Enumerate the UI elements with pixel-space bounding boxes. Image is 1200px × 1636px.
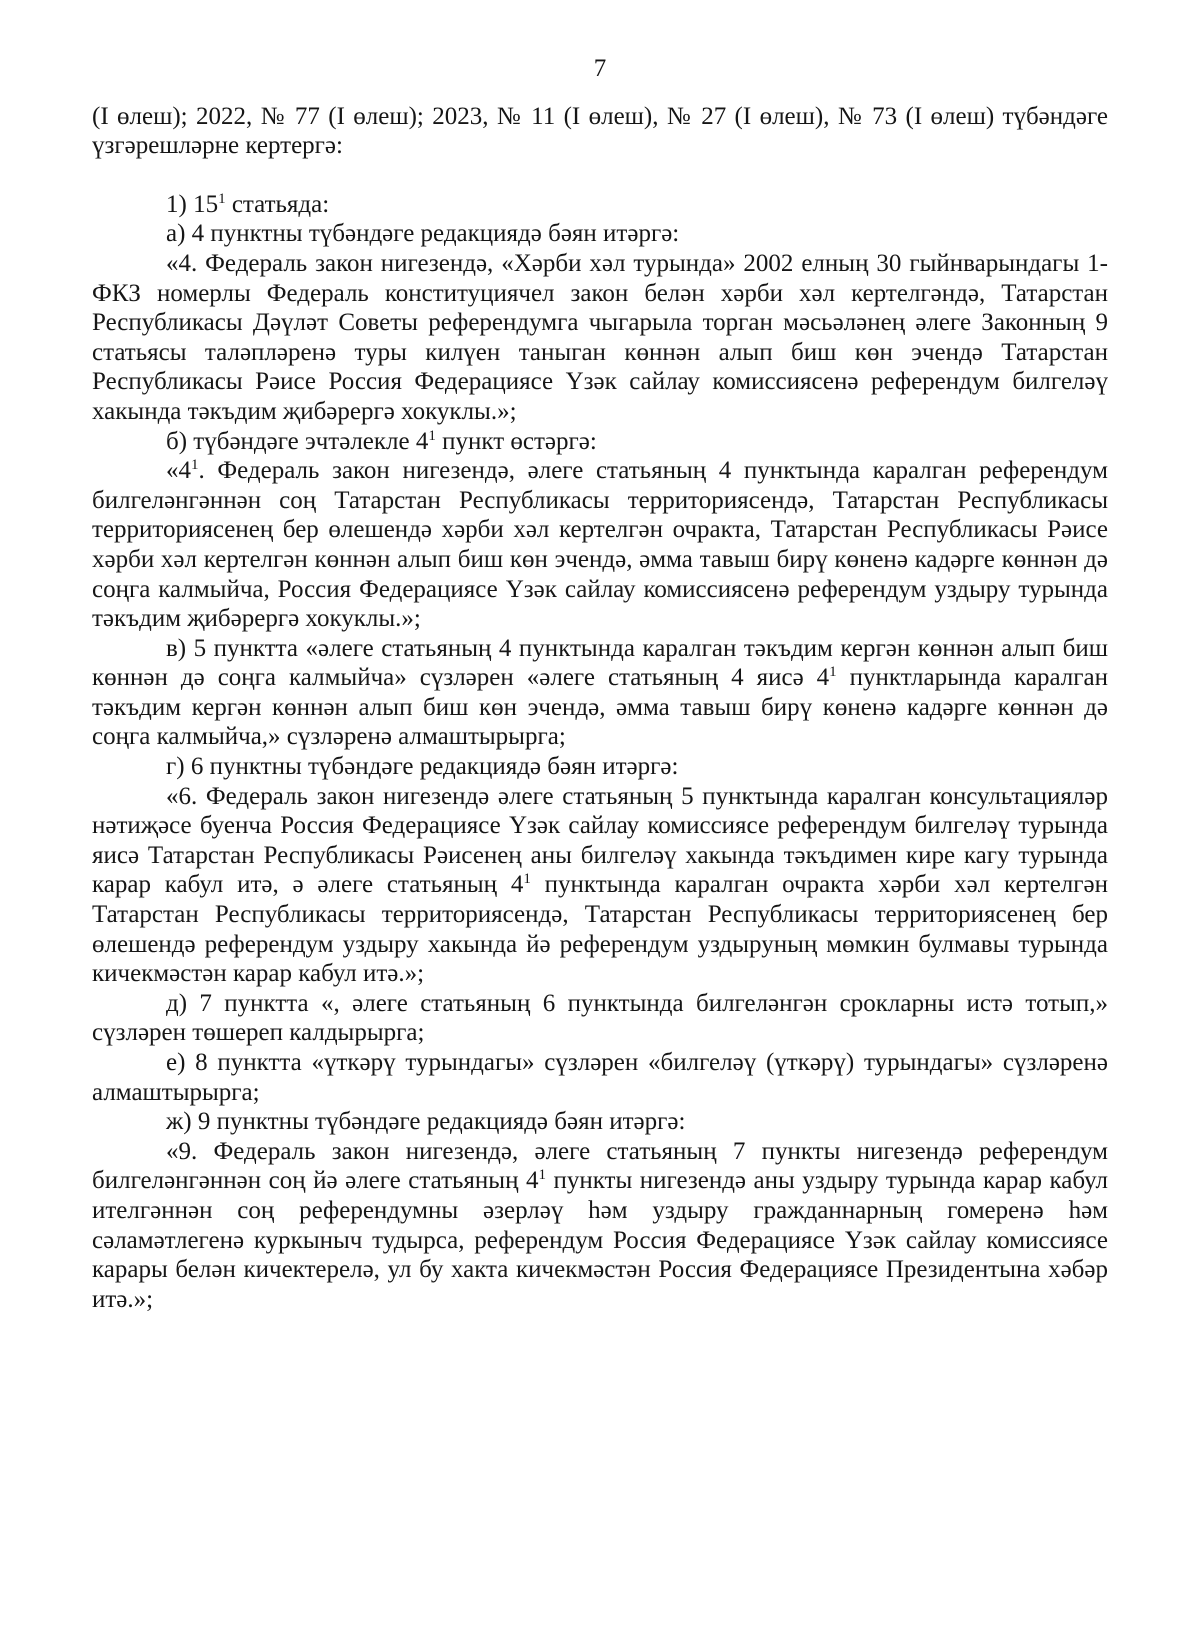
subitem-v-text: в) 5 пунктта «әлеге статьяның 4 пунктында каралган тәкъдим кергән көннән алып биш көннән дә соңга калмыйча» сүзләрен «әлеге статьяның 4 яисә 4 (92, 634, 1108, 692)
subitem-g-quote-superscript: 1 (523, 871, 531, 888)
subitem-zh-quote-text: «9. Федераль закон нигезендә, әлеге статьяның 7 пункты нигезендә референдум билгеләнгәннән соң йә әлеге статьяның 4 (92, 1137, 1108, 1195)
subitem-zh-quote-superscript: 1 (538, 1167, 546, 1184)
subitem-g-quote (92, 782, 1108, 989)
subitem-zh: ж) 9 пунктны түбәндәге редакциядә бәян итәргә: (166, 1108, 686, 1136)
intro-paragraph: (I өлеш); 2022, № 77 (I өлеш); 2023, № 11 (I өлеш), № 27 (I өлеш), № 73 (I өлеш) түбәндәге үзгәрешләрне кертергә: (92, 102, 1108, 160)
subitem-v-text-tail: пунктларында каралган тәкъдим кергән көннән алып биш көн эчендә, әмма тавыш бирү көненә кадәрге көннән дә соңга калмыйча,» сүзләренә алмаштырырга; (92, 664, 1108, 751)
subitem-g-quote-text-tail: пунктында каралган очракта хәрби хәл кертелгән Татарстан Республикасы территориясендә, Татарстан Республикасы территориясенең бер өлешендә референдум уздыру хакында йә референдум уздыруның мөмкин булмавы турында кичекмәстән карар кабул итә.»; (92, 871, 1109, 988)
item-1-paragraph (92, 190, 1108, 220)
subitem-a-quote: «4. Федераль закон нигезендә, «Хәрби хәл турында» 2002 елның 30 гыйнварындагы 1-ФКЗ номерлы Федераль конституциячел закон белән хәрби хәл кертелгәндә, Татарстан Республикасы Дәүләт Советы референдумга чыгарыла торган мәсьәләнең әлеге Законның 9 статьясы таләпләренә туры килүен таныган көннән алып биш көн эчендә Татарстан Республикасы Рәисе Россия Федерациясе Үзәк сайлау комиссиясенә референдум билгеләү хакында тәкъдим җибәрергә хокуклы.»; (92, 249, 1108, 425)
item-1-text: 1) 15 (166, 190, 219, 218)
subitem-g-quote-text: «6. Федераль закон нигезендә әлеге статьяның 5 пунктында каралган консультацияләр нәтиҗәсе буенча Россия Федерациясе Үзәк сайлау комиссиясе референдум билгеләү турында яисә Татарстан Республикасы Рәисенең аны билгеләү хакында тәкъдимен кире кагу турында карар кабул итә, ә әлеге статьяның 4 (92, 782, 1108, 899)
subitem-b-text-tail: пункт өстәргә: (435, 427, 597, 455)
subitem-b (92, 427, 1108, 457)
subitem-b-quote-text: «4 (166, 457, 191, 485)
subitem-g: г) 6 пунктны түбәндәге редакциядә бәян итәргә: (166, 753, 679, 781)
subitem-v (92, 634, 1108, 752)
item-1-text-tail: статьяда: (225, 190, 330, 218)
subitem-b-text: б) түбәндәге эчтәлекле 4 (166, 427, 429, 455)
subitem-b-superscript: 1 (428, 427, 436, 444)
page-number: 7 (593, 55, 607, 82)
item-1-superscript: 1 (218, 190, 226, 207)
subitem-a: а) 4 пунктны түбәндәге редакциядә бәян итәргә: (166, 220, 680, 248)
subitem-d: д) 7 пунктта «, әлеге статьяның 6 пунктында билгеләнгән срокларны истә тотып,» сүзләрен төшереп калдырырга; (92, 989, 1108, 1047)
subitem-b-quote-superscript: 1 (191, 457, 199, 474)
subitem-e: е) 8 пунктта «үткәрү турындагы» сүзләрен «билгеләү (үткәрү) турындагы» сүзләренә алмаштырырга; (92, 1049, 1108, 1106)
subitem-v-superscript: 1 (829, 664, 837, 681)
subitem-zh-quote (92, 1137, 1108, 1315)
paragraph-gap (92, 161, 1108, 190)
subitem-zh-quote-text-tail: пункты нигезендә аны уздыру турында карар кабул ителгәннән соң референдумны әзерләү һәм уздыру гражданнарның гомеренә һәм сәламәтлегенә куркыныч тудырса, референдум Россия Федерациясе Үзәк сайлау комиссиясе карары белән кичектерелә, ул бу хакта кичекмәстән Россия Федерациясе Президентына хәбәр итә.»; (92, 1167, 1108, 1313)
subitem-b-quote (92, 456, 1108, 634)
subitem-b-quote-text-tail: . Федераль закон нигезендә, әлеге статьяның 4 пунктында каралган референдум билгеләнгәннән соң Татарстан Республикасы территориясендә, Татарстан Республикасы территориясенең бер өлешендә хәрби хәл кертелгән очракта, Татарстан Республикасы Рәисе хәрби хәл кертелгән көннән алып биш көн эчендә, әмма тавыш бирү көненә кадәрге көннән дә соңга калмыйча, Россия Федерациясе Үзәк сайлау комиссиясенә референдум уздыру турында тәкъдим җибәрергә хокуклы.»; (92, 457, 1108, 633)
